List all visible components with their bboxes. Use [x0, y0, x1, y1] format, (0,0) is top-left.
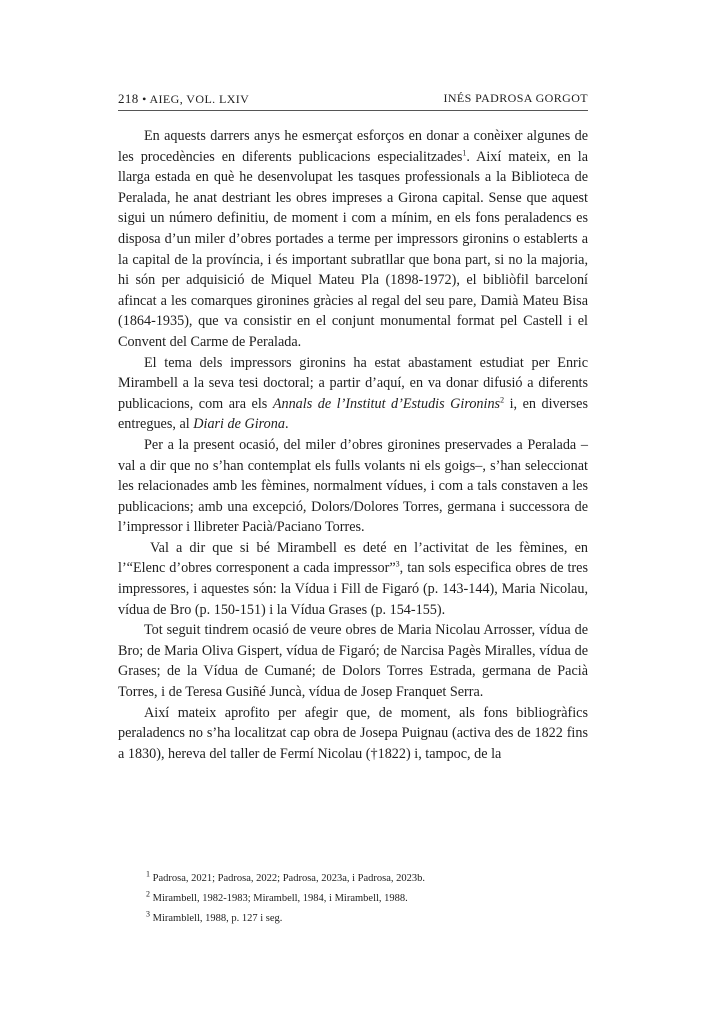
author-name: INÉS PADROSA GORGOT — [443, 91, 588, 105]
header-bullet: • — [142, 92, 147, 106]
p1-text-b: . Així mateix, en la llarga estada en què he desenvolupat les tasques professionals a la Biblioteca de Peralada, he anat destriant les obres impreses a Girona capital. Sense que aquest sigui un número definitiu, de moment i com a mínim, en els fons peraladencs es disposa d’un miler d’obres portades a terme per impressors gironins o establerts a la capital de la província, i és important subratllar que bona part, si no la majoria, hi són per adquisició de Miquel Mateu Pla (1898-1972), el bibliòfil barceloní afincat a les comarques gironines gràcies al regal del seu pare, Damià Mateu Bisa (1864-1935), que va consistir en el conjunt monumental format pel Castell i el Convent del Carme de Peralada. — [118, 148, 588, 350]
footnote-text-1: Padrosa, 2021; Padrosa, 2022; Padrosa, 2023a, i Padrosa, 2023b. — [150, 873, 426, 884]
p2-text-b: i, en diverses entregues, al — [118, 395, 588, 433]
page-number: 218 — [118, 91, 139, 106]
paragraph-1 — [118, 126, 588, 353]
journal-title: AIEG, VOL. LXIV — [149, 92, 250, 106]
footnote-ref-3: 3 — [395, 559, 400, 569]
footnote-ref-2: 2 — [500, 394, 505, 404]
paragraph-2 — [118, 353, 588, 435]
paragraph-4 — [118, 538, 588, 620]
footnote-number-3: 3 — [146, 909, 150, 919]
footnote-number-1: 1 — [146, 869, 150, 879]
p1-text-a: En aquests darrers anys he esmerçat esforços en donar a conèixer algunes de les procedències en diferents publicacions especialitzades — [118, 128, 588, 165]
p4-text-b: , tan sols especifica obres de tres impressores, i aquestes són: la Vídua i Fill de Figaró (p. 143-144), Maria Nicolau, vídua de Bro (p. 150-151) i la Vídua Grases (p. 154-155). — [118, 560, 588, 618]
header-left — [118, 91, 249, 107]
footnote-text-3: Miramblell, 1988, p. 127 i seg. — [150, 913, 283, 924]
paragraph-3: Per a la present ocasió, del miler d’obres gironines preservades a Peralada –val a dir que no s’han contemplat els fulls volants ni els goigs–, s’han seleccionat les relacionades amb les fèmines, normalment vídues, i com a tals constaven a les publicacions; amb una excepció, Dolors/Dolores Torres, germana i successora de l’impressor i llibreter Pacià/Paciano Torres. — [118, 436, 588, 536]
annals-title: Annals de l’Institut d’Estudis Gironins — [272, 395, 501, 412]
footnote-2 — [146, 889, 580, 909]
paragraph-5: Tot seguit tindrem ocasió de veure obres de Maria Nicolau Arrosser, vídua de Bro; de Maria Oliva Gispert, vídua de Figaró; de Narcisa Pagès Miralles, vídua de Grases; de la Vídua de Cumané; de Dolors Torres Estrada, germana de Pacià Torres, i de Teresa Gusiñé Juncà, vídua de Josep Franquet Serra. — [118, 622, 588, 701]
footnote-3 — [146, 909, 580, 929]
footnote-number-2: 2 — [146, 889, 150, 899]
running-header — [118, 91, 588, 107]
paragraph-6: Així mateix aprofito per afegir que, de moment, als fons bibliogràfics peraladencs no s’ha localitzat cap obra de Josepa Puignau (activa des de 1822 fins a 1830), hereva del taller de Fermí Nicolau (†1822) i, tampoc, de la — [118, 704, 588, 762]
footnote-1 — [146, 869, 580, 889]
p2-text-a: El tema dels impressors gironins ha estat abastament estudiat per Enric Mirambell a la seva tesi doctoral; a partir d’aquí, en va donar difusió a diferents publicacions, com ara els — [118, 354, 588, 412]
diari-title: Diari de Girona — [193, 416, 285, 433]
p2-text-c: . — [284, 416, 289, 433]
footnote-text-2: Mirambell, 1982-1983; Mirambell, 1984, i Mirambell, 1988. — [150, 893, 408, 904]
footnote-ref-1: 1 — [462, 147, 467, 157]
body-text — [118, 126, 588, 764]
footnotes — [146, 869, 580, 929]
header-rule — [118, 110, 588, 111]
p4-text-a: Val a dir que si bé Mirambell es deté en l’activitat de les fèmines, en l’“Elenc d’obres corresponent a cada impressor” — [118, 539, 588, 577]
